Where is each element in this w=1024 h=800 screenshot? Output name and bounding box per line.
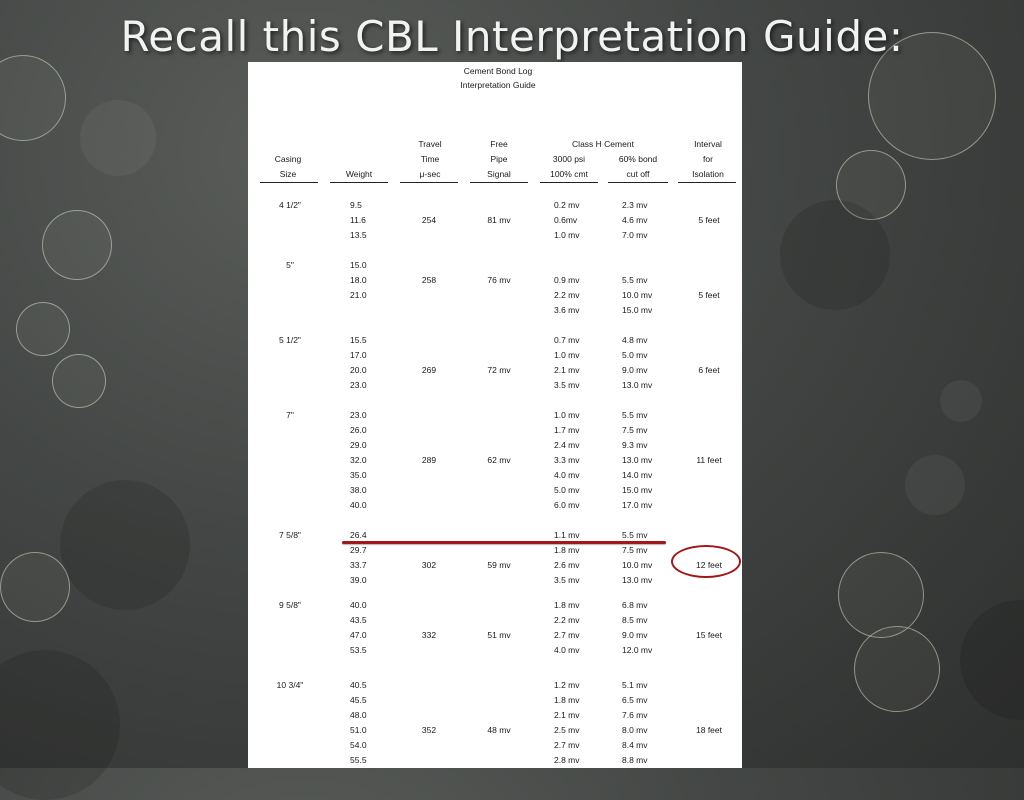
interval-isolation-cell: 15 feet <box>696 630 722 640</box>
cement-60bond-cell: 13.0 mv <box>622 575 653 585</box>
decor-bubble <box>0 650 120 800</box>
cement-60bond-cell: 7.6 mv <box>622 710 648 720</box>
decor-bubble <box>854 626 940 712</box>
weight-cell: 26.0 <box>350 425 367 435</box>
header-text: Casing <box>274 154 302 164</box>
decor-bubble <box>838 552 924 638</box>
header-60-bond <box>610 152 666 182</box>
decor-bubble <box>905 455 965 515</box>
decor-bubble <box>0 552 70 622</box>
cement-3000psi-cell: 2.4 mv <box>554 440 580 450</box>
cement-60bond-cell: 5.5 mv <box>622 530 648 540</box>
cement-60bond-cell: 7.5 mv <box>622 425 648 435</box>
free-pipe-cell: 81 mv <box>487 215 511 225</box>
header-text: 3000 psi <box>552 154 586 164</box>
cement-60bond-cell: 2.3 mv <box>622 200 648 210</box>
weight-cell: 43.5 <box>350 615 367 625</box>
weight-cell: 51.0 <box>350 725 367 735</box>
travel-time-cell: 302 <box>421 560 437 570</box>
weight-cell: 39.0 <box>350 575 367 585</box>
interval-isolation-cell: 5 feet <box>698 290 720 300</box>
casing-size-cell: 7 5/8" <box>279 530 301 540</box>
decor-bubble <box>52 354 106 408</box>
weight-cell: 9.5 <box>350 200 362 210</box>
decor-bubble <box>42 210 112 280</box>
header-text: Weight <box>345 169 373 179</box>
decor-bubble <box>80 100 156 176</box>
header-casing-size <box>266 152 310 182</box>
free-pipe-cell: 76 mv <box>487 275 511 285</box>
weight-cell: 40.5 <box>350 680 367 690</box>
weight-cell: 21.0 <box>350 290 367 300</box>
header-text: cut off <box>626 169 650 179</box>
header-text: Time <box>420 154 440 164</box>
casing-size-cell: 5" <box>286 260 294 270</box>
cement-60bond-cell: 13.0 mv <box>622 380 653 390</box>
slide-title: Recall this CBL Interpretation Guide: <box>120 12 904 61</box>
cement-3000psi-cell: 0.6mv <box>554 215 578 225</box>
cement-60bond-cell: 17.0 mv <box>622 500 653 510</box>
weight-cell: 15.5 <box>350 335 367 345</box>
weight-cell: 13.5 <box>350 230 367 240</box>
weight-cell: 47.0 <box>350 630 367 640</box>
cement-60bond-cell: 5.0 mv <box>622 350 648 360</box>
cement-60bond-cell: 9.0 mv <box>622 630 648 640</box>
free-pipe-cell: 62 mv <box>487 455 511 465</box>
cement-3000psi-cell: 1.8 mv <box>554 600 580 610</box>
decor-bubble <box>780 200 890 310</box>
weight-cell: 40.0 <box>350 600 367 610</box>
cement-60bond-cell: 6.5 mv <box>622 695 648 705</box>
cement-3000psi-cell: 1.8 mv <box>554 695 580 705</box>
decor-bubble <box>0 55 66 141</box>
cement-3000psi-cell: 0.9 mv <box>554 275 580 285</box>
weight-cell: 35.0 <box>350 470 367 480</box>
cement-3000psi-cell: 2.7 mv <box>554 630 580 640</box>
header-text: Size <box>279 169 297 179</box>
casing-size-cell: 10 3/4" <box>276 680 304 690</box>
travel-time-cell: 254 <box>421 215 437 225</box>
header-rule <box>330 182 388 183</box>
cement-3000psi-cell: 2.8 mv <box>554 755 580 765</box>
interval-isolation-cell: 11 feet <box>696 455 722 465</box>
cement-3000psi-cell: 1.8 mv <box>554 545 580 555</box>
travel-time-cell: 332 <box>421 630 437 640</box>
weight-cell: 15.0 <box>350 260 367 270</box>
cement-3000psi-cell: 3.5 mv <box>554 575 580 585</box>
header-text: Isolation <box>692 169 724 179</box>
casing-size-cell: 9 5/8" <box>279 600 301 610</box>
cement-60bond-cell: 5.1 mv <box>622 680 648 690</box>
header-rule <box>260 182 318 183</box>
cement-3000psi-cell: 2.1 mv <box>554 710 580 720</box>
weight-cell: 54.0 <box>350 740 367 750</box>
header-text: Free <box>490 139 508 149</box>
cement-60bond-cell: 8.4 mv <box>622 740 648 750</box>
header-rule <box>400 182 458 183</box>
cbl-guide-document <box>248 62 742 768</box>
cement-3000psi-cell: 1.0 mv <box>554 350 580 360</box>
weight-cell: 20.0 <box>350 365 367 375</box>
cement-3000psi-cell: 2.5 mv <box>554 725 580 735</box>
free-pipe-cell: 51 mv <box>487 630 511 640</box>
cement-3000psi-cell: 2.6 mv <box>554 560 580 570</box>
cement-60bond-cell: 10.0 mv <box>622 560 653 570</box>
decor-bubble <box>960 600 1024 720</box>
cement-3000psi-cell: 2.1 mv <box>554 365 580 375</box>
travel-time-cell: 352 <box>421 725 437 735</box>
doc-title-line1: Cement Bond Log <box>463 66 533 76</box>
header-rule <box>608 182 668 183</box>
header-travel-time <box>408 137 452 182</box>
cement-60bond-cell: 8.8 mv <box>622 755 648 765</box>
interval-isolation-cell: 12 feet <box>696 560 722 570</box>
cement-60bond-cell: 4.8 mv <box>622 335 648 345</box>
travel-time-cell: 269 <box>421 365 437 375</box>
free-pipe-cell: 72 mv <box>487 365 511 375</box>
cement-3000psi-cell: 3.3 mv <box>554 455 580 465</box>
weight-cell: 29.7 <box>350 545 367 555</box>
cement-60bond-cell: 12.0 mv <box>622 645 653 655</box>
weight-cell: 38.0 <box>350 485 367 495</box>
highlight-circle <box>671 545 741 578</box>
interval-isolation-cell: 6 feet <box>698 365 720 375</box>
cement-60bond-cell: 10.0 mv <box>622 290 653 300</box>
cement-3000psi-cell: 4.0 mv <box>554 470 580 480</box>
cement-3000psi-cell: 2.2 mv <box>554 290 580 300</box>
cement-60bond-cell: 15.0 mv <box>622 305 653 315</box>
cement-60bond-cell: 4.6 mv <box>622 215 648 225</box>
cement-3000psi-cell: 5.0 mv <box>554 485 580 495</box>
header-3000psi <box>544 152 594 182</box>
cement-3000psi-cell: 1.2 mv <box>554 680 580 690</box>
decor-bubble <box>940 380 982 422</box>
cement-3000psi-cell: 2.7 mv <box>554 740 580 750</box>
cement-3000psi-cell: 2.2 mv <box>554 615 580 625</box>
header-text: μ-sec <box>419 169 441 179</box>
interval-isolation-cell: 18 feet <box>696 725 722 735</box>
casing-size-cell: 4 1/2" <box>279 200 301 210</box>
header-rule <box>470 182 528 183</box>
cement-3000psi-cell: 1.0 mv <box>554 230 580 240</box>
cement-3000psi-cell: 0.2 mv <box>554 200 580 210</box>
header-free-pipe <box>476 137 522 182</box>
decor-bubble <box>60 480 190 610</box>
cement-60bond-cell: 7.5 mv <box>622 545 648 555</box>
casing-size-cell: 7" <box>286 410 294 420</box>
cement-60bond-cell: 15.0 mv <box>622 485 653 495</box>
weight-cell: 18.0 <box>350 275 367 285</box>
weight-cell: 17.0 <box>350 350 367 360</box>
header-rule <box>678 182 736 183</box>
interval-isolation-cell: 5 feet <box>698 215 720 225</box>
cement-3000psi-cell: 6.0 mv <box>554 500 580 510</box>
weight-cell: 29.0 <box>350 440 367 450</box>
weight-cell: 26.4 <box>350 530 367 540</box>
cement-60bond-cell: 9.3 mv <box>622 440 648 450</box>
cement-60bond-cell: 5.5 mv <box>622 275 648 285</box>
weight-cell: 32.0 <box>350 455 367 465</box>
travel-time-cell: 289 <box>421 455 437 465</box>
cement-60bond-cell: 14.0 mv <box>622 470 653 480</box>
cement-3000psi-cell: 1.1 mv <box>554 530 580 540</box>
weight-cell: 33.7 <box>350 560 367 570</box>
header-class-h: Class H Cement <box>572 139 634 149</box>
doc-title-line2: Interpretation Guide <box>460 80 536 90</box>
cement-3000psi-cell: 4.0 mv <box>554 645 580 655</box>
weight-cell: 23.0 <box>350 380 367 390</box>
header-text: Signal <box>487 169 511 179</box>
cement-60bond-cell: 13.0 mv <box>622 455 653 465</box>
header-text: 60% bond <box>618 154 658 164</box>
free-pipe-cell: 59 mv <box>487 560 511 570</box>
cement-3000psi-cell: 3.6 mv <box>554 305 580 315</box>
weight-cell: 55.5 <box>350 755 367 765</box>
header-interval <box>682 137 734 182</box>
cement-60bond-cell: 8.0 mv <box>622 725 648 735</box>
header-text: for <box>703 154 713 164</box>
decor-bubble <box>16 302 70 356</box>
weight-cell: 48.0 <box>350 710 367 720</box>
header-rule <box>540 182 598 183</box>
highlight-underline <box>342 541 666 544</box>
weight-cell: 40.0 <box>350 500 367 510</box>
casing-size-cell: 5 1/2" <box>279 335 301 345</box>
header-text: Interval <box>694 139 722 149</box>
weight-cell: 11.6 <box>350 215 366 225</box>
cement-3000psi-cell: 1.0 mv <box>554 410 580 420</box>
cement-3000psi-cell: 0.7 mv <box>554 335 580 345</box>
cement-3000psi-cell: 1.7 mv <box>554 425 580 435</box>
travel-time-cell: 258 <box>421 275 437 285</box>
header-text: Travel <box>418 139 442 149</box>
header-text: Pipe <box>490 154 508 164</box>
cement-3000psi-cell: 3.5 mv <box>554 380 580 390</box>
weight-cell: 23.0 <box>350 410 367 420</box>
cement-60bond-cell: 8.5 mv <box>622 615 648 625</box>
cement-60bond-cell: 7.0 mv <box>622 230 648 240</box>
free-pipe-cell: 48 mv <box>487 725 511 735</box>
cement-60bond-cell: 6.8 mv <box>622 600 648 610</box>
cement-60bond-cell: 5.5 mv <box>622 410 648 420</box>
cement-60bond-cell: 9.0 mv <box>622 365 648 375</box>
header-weight <box>336 167 382 182</box>
weight-cell: 53.5 <box>350 645 367 655</box>
header-text: 100% cmt <box>550 169 588 179</box>
weight-cell: 45.5 <box>350 695 367 705</box>
